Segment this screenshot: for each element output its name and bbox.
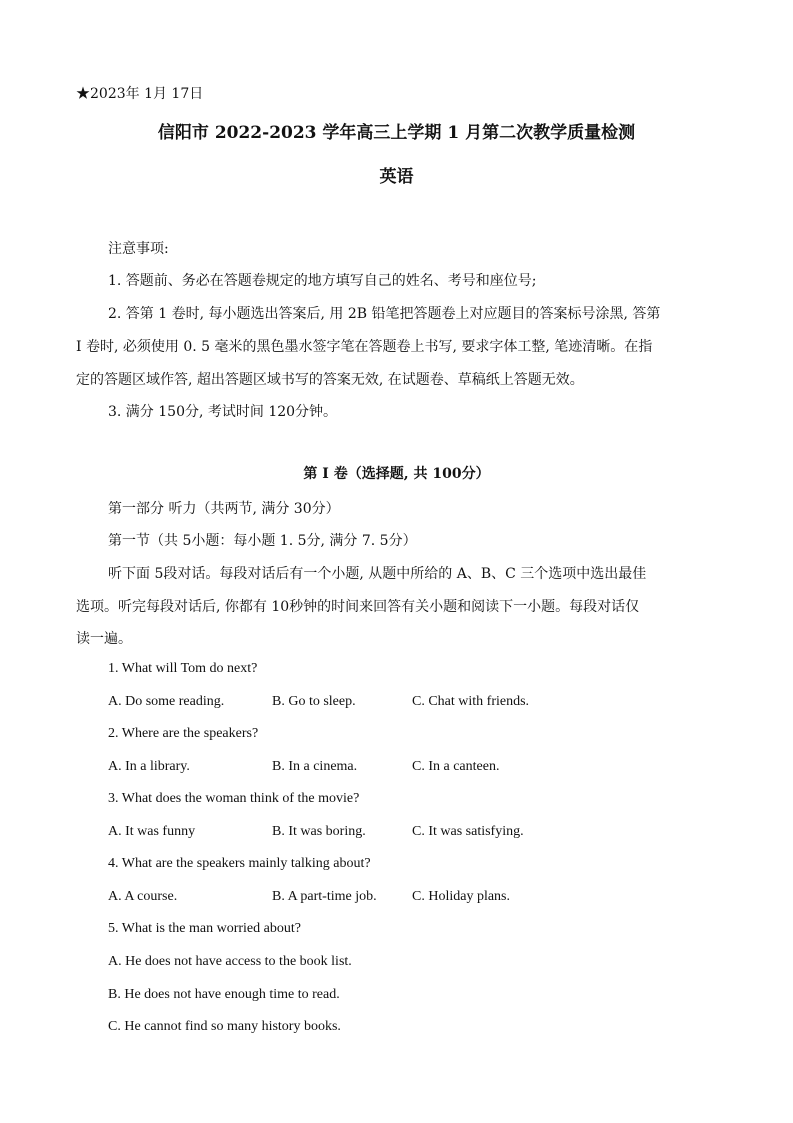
subsection-heading: 第一节（共 5小题：每小题 1. 5分, 满分 7. 5分） [108, 533, 417, 549]
question-4-option-b: B. A part-time job. [272, 889, 377, 904]
question-3: 3. What does the woman think of the movie? [108, 791, 360, 806]
question-1-option-c: C. Chat with friends. [412, 694, 530, 709]
notice-item-2-line-3: 定的答题区域作答, 超出答题区域书写的答案无效, 在试题卷、草稿纸上答题无效。 [76, 372, 584, 388]
instructions-line-3: 读一遍。 [76, 631, 132, 647]
question-3-option-c: C. It was satisfying. [412, 824, 524, 839]
question-2-option-a: A. In a library. [108, 759, 190, 774]
question-4-option-a: A. A course. [108, 889, 178, 904]
exam-date: ★2023年 1月 17日 [76, 86, 204, 102]
notice-item-2-line-1: 2. 答第 1 卷时, 每小题选出答案后, 用 2B 铅笔把答题卷上对应题目的答案标号涂黑, 答第 [108, 306, 661, 322]
question-3-option-a: A. It was funny [108, 824, 196, 839]
question-2-option-b: B. In a cinema. [272, 759, 358, 774]
question-5-option-b: B. He does not have enough time to read. [108, 987, 340, 1002]
section-title: 第 I 卷（选择题, 共 100分） [303, 466, 490, 482]
exam-title: 信阳市 2022-2023 学年高三上学期 1 月第二次教学质量检测 [157, 123, 636, 143]
question-1-option-b: B. Go to sleep. [272, 694, 356, 709]
instructions-line-1: 听下面 5段对话。每段对话后有一个小题, 从题中所给的 A、B、C 三个选项中选出最佳 [108, 566, 647, 582]
notice-heading: 注意事项: [108, 241, 169, 257]
question-5-option-c: C. He cannot find so many history books. [108, 1019, 341, 1034]
question-5-option-a: A. He does not have access to the book list. [108, 954, 352, 969]
question-4: 4. What are the speakers mainly talking about? [108, 856, 371, 871]
part-heading: 第一部分 听力（共两节, 满分 30分） [108, 501, 340, 517]
instructions-line-2: 选项。听完每段对话后, 你都有 10秒钟的时间来回答有关小题和阅读下一小题。每段对话仅 [76, 599, 640, 615]
question-4-option-c: C. Holiday plans. [412, 889, 510, 904]
subject-title: 英语 [379, 167, 414, 187]
question-1: 1. What will Tom do next? [108, 661, 258, 676]
question-1-option-a: A. Do some reading. [108, 694, 225, 709]
question-5: 5. What is the man worried about? [108, 921, 301, 936]
question-2: 2. Where are the speakers? [108, 726, 259, 741]
notice-item-3: 3. 满分 150分, 考试时间 120分钟。 [108, 404, 338, 420]
notice-item-2-line-2: I 卷时, 必须使用 0. 5 毫米的黑色墨水签字笔在答题卷上书写, 要求字体工整, 笔迹清晰。在指 [76, 339, 653, 355]
question-3-option-b: B. It was boring. [272, 824, 366, 839]
notice-item-1: 1. 答题前、务必在答题卷规定的地方填写自己的姓名、考号和座位号; [108, 273, 537, 289]
question-2-option-c: C. In a canteen. [412, 759, 500, 774]
